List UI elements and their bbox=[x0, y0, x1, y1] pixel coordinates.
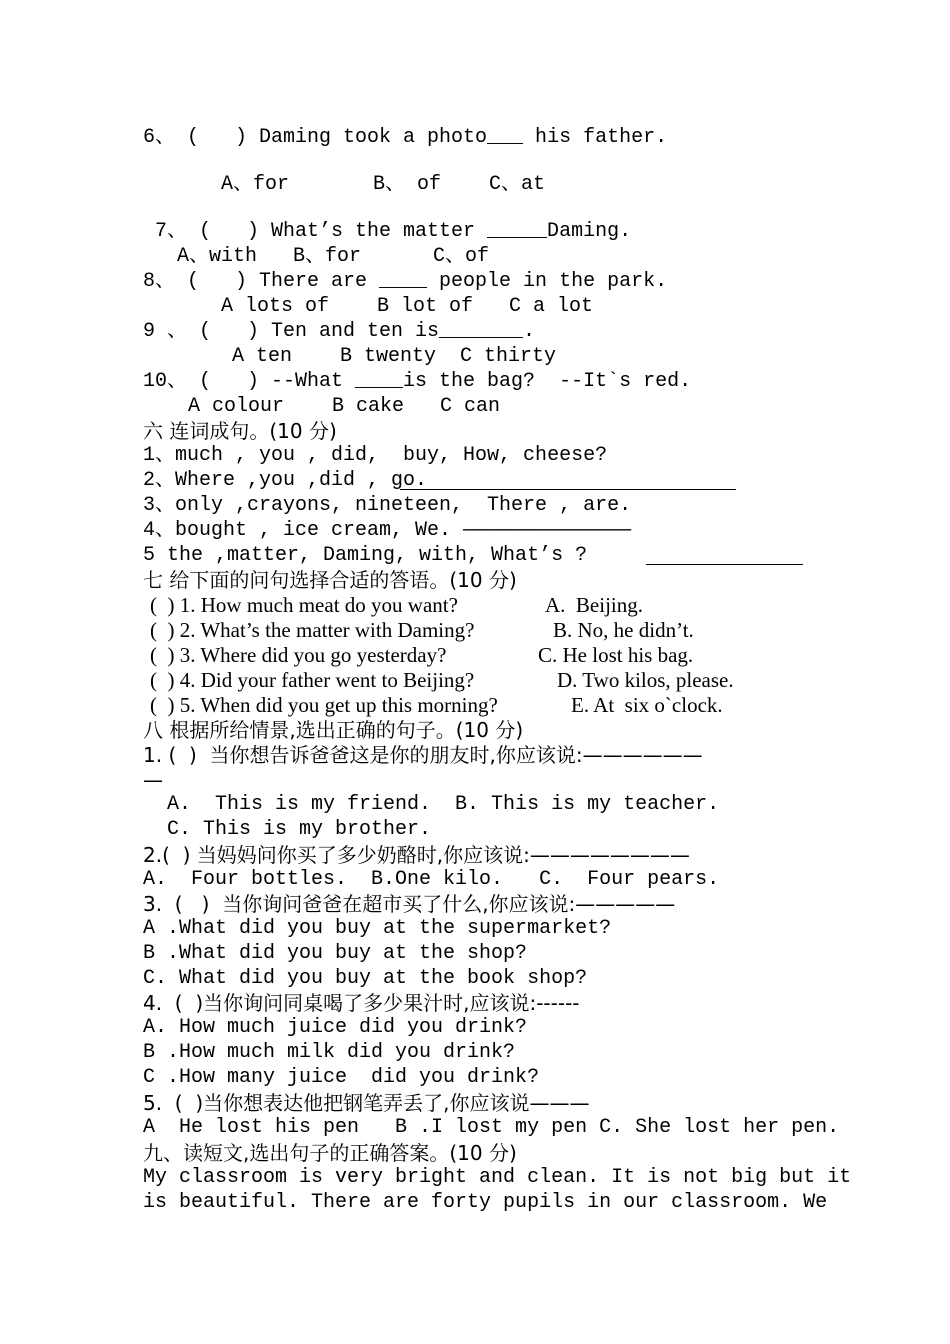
section8-line-9: B .What did you buy at the shop? bbox=[143, 942, 528, 965]
section8-heading: 八 根据所给情景,选出正确的句子。(10 分) bbox=[143, 718, 524, 742]
section8-line-7: 3. ( ) 当你询问爸爸在超市买了什么,你应该说:————— bbox=[143, 892, 676, 916]
section6-item-4: 4、bought , ice cream, We. —————————————— bbox=[143, 519, 632, 542]
section6-item-1: 1、much , you , did, buy, How, cheese? bbox=[143, 444, 608, 467]
q6-options: A、for B、 of C、at bbox=[221, 173, 546, 196]
section8-line-16: A He lost his pen B .I lost my pen C. She lost her pen. bbox=[143, 1116, 840, 1139]
section9-heading: 九、读短文,选出句子的正确答案。(10 分) bbox=[143, 1141, 517, 1165]
section7-question-3: ( ) 3. Where did you go yesterday? bbox=[150, 643, 447, 667]
section8-line-5: 2.( ) 当妈妈问你买了多少奶酪时,你应该说:———————— bbox=[143, 843, 690, 867]
q8-stem: 8、 ( ) There are ____ people in the park. bbox=[143, 270, 668, 293]
q7-stem: 7、 ( ) What’s the matter _____Daming. bbox=[155, 220, 632, 243]
section8-line-12: A. How much juice did you drink? bbox=[143, 1016, 528, 1039]
section7-answer-c: C. He lost his bag. bbox=[538, 643, 694, 667]
q8-options: A lots of B lot of C a lot bbox=[221, 295, 594, 318]
answer-line bbox=[646, 564, 803, 565]
section8-line-15: 5. ( )当你想表达他把钢笔弄丢了,你应该说——— bbox=[143, 1091, 590, 1115]
section8-line-1: 1. ( ) 当你想告诉爸爸这是你的朋友时,你应该说:—————— bbox=[143, 743, 703, 767]
section8-line-4: C. This is my brother. bbox=[143, 818, 432, 841]
section8-line-8: A .What did you buy at the supermarket? bbox=[143, 917, 612, 940]
section8-line-14: C .How many juice did you drink? bbox=[143, 1066, 540, 1089]
q9-options: A ten B twenty C thirty bbox=[232, 345, 557, 368]
section8-line-3: A. This is my friend. B. This is my teacher. bbox=[143, 793, 720, 816]
section7-question-1: ( ) 1. How much meat do you want? bbox=[150, 593, 458, 617]
q10-options: A colour B cake C can bbox=[188, 395, 501, 418]
passage-line-2: is beautiful. There are forty pupils in our classroom. We bbox=[143, 1191, 828, 1214]
section6-item-3: 3、only ,crayons, nineteen, There , are. bbox=[143, 494, 632, 517]
section7-answer-d: D. Two kilos, please. bbox=[557, 668, 734, 692]
section8-line-6: A. Four bottles. B.One kilo. C. Four pears. bbox=[143, 868, 720, 891]
section8-line-13: B .How much milk did you drink? bbox=[143, 1041, 516, 1064]
section8-line-2: — bbox=[143, 768, 163, 792]
answer-line bbox=[400, 489, 736, 490]
section7-question-2: ( ) 2. What’s the matter with Daming? bbox=[150, 618, 475, 642]
section8-line-10: C. What did you buy at the book shop? bbox=[143, 967, 588, 990]
section7-answer-a: A. Beijing. bbox=[545, 593, 643, 617]
section6-item-2: 2、Where ,you ,did , go. bbox=[143, 469, 428, 492]
section7-answer-e: E. At six o`clock. bbox=[571, 693, 723, 717]
q10-stem: 10、 ( ) --What ____is the bag? --It`s red. bbox=[143, 370, 692, 393]
section7-question-4: ( ) 4. Did your father went to Beijing? bbox=[150, 668, 475, 692]
section6-item-5: 5 the ,matter, Daming, with, What’s ? bbox=[143, 544, 588, 567]
q7-options: A、with B、for C、of bbox=[177, 245, 490, 268]
section7-question-5: ( ) 5. When did you get up this morning? bbox=[150, 693, 498, 717]
section6-heading: 六 连词成句。(10 分) bbox=[143, 419, 337, 443]
q9-stem: 9 、 ( ) Ten and ten is_______. bbox=[143, 320, 536, 343]
section7-answer-b: B. No, he didn’t. bbox=[553, 618, 694, 642]
section8-line-11: 4. ( )当你询问同桌喝了多少果汁时,应该说:------ bbox=[143, 991, 580, 1015]
passage-line-1: My classroom is very bright and clean. It is not big but it bbox=[143, 1166, 852, 1189]
section7-heading: 七 给下面的问句选择合适的答语。(10 分) bbox=[143, 568, 517, 592]
q6-stem: 6、 ( ) Daming took a photo___ his father. bbox=[143, 126, 668, 149]
